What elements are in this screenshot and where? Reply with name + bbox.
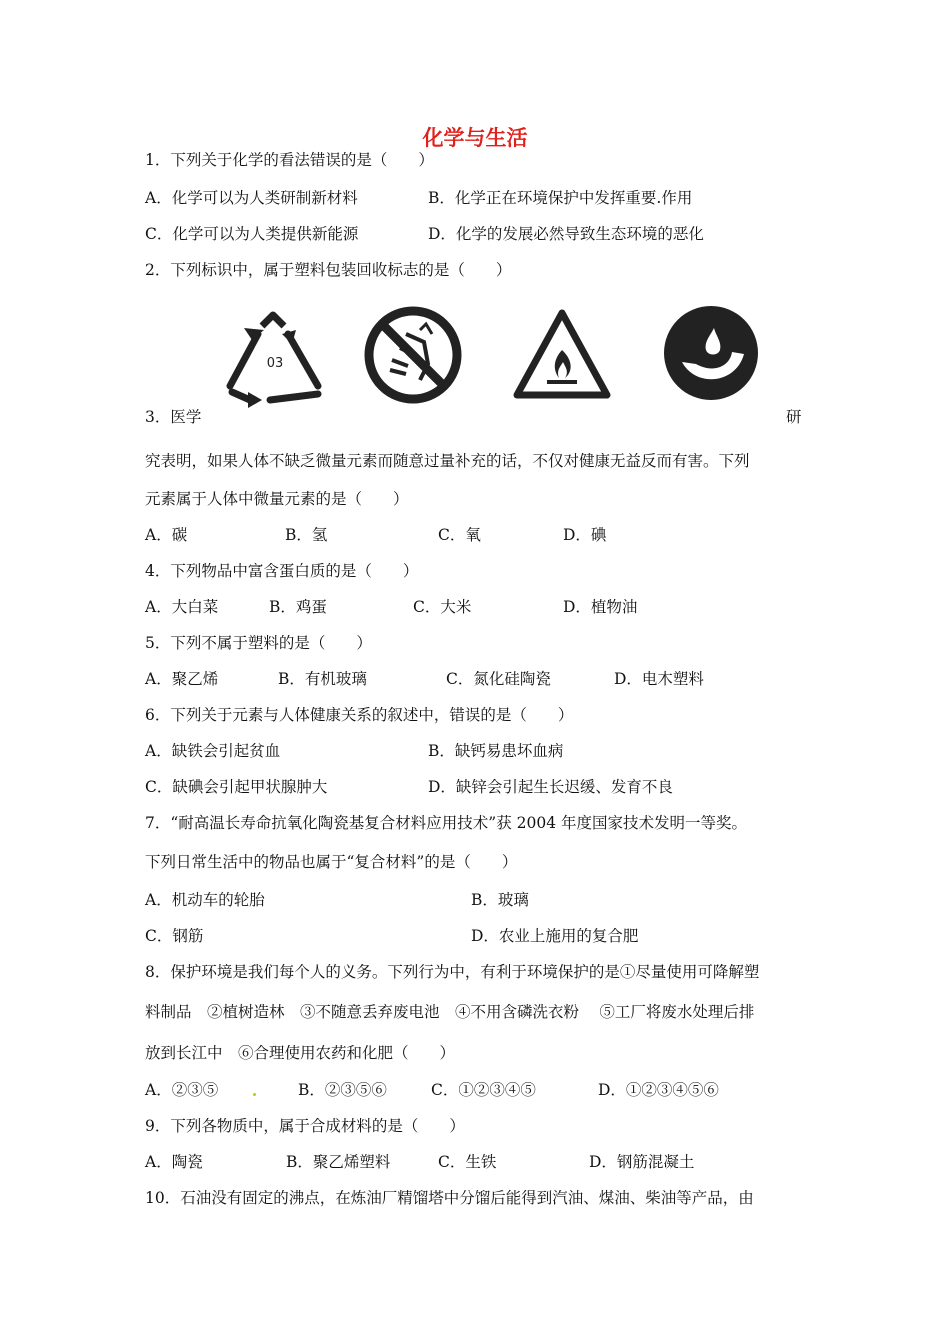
question-9-option-b: B．聚乙烯塑料 bbox=[286, 1153, 391, 1171]
question-7-option-d: D．农业上施用的复合肥 bbox=[471, 927, 639, 945]
question-4-option-a: A．大白菜 bbox=[145, 598, 219, 616]
question-6-option-d: D．缺锌会引起生长迟缓、发育不良 bbox=[428, 778, 673, 796]
question-1-option-c: C．化学可以为人类提供新能源 bbox=[145, 225, 359, 243]
question-8-option-c: C．①②③④⑤ bbox=[431, 1081, 536, 1099]
question-7-line-1: 7．“耐高温长寿命抗氧化陶瓷基复合材料应用技术”获 2004 年度国家技术发明一等奖。 bbox=[145, 814, 748, 832]
question-3-line-2: 究表明，如果人体不缺乏微量元素而随意过量补充的话，不仅对健康无益反而有害。下列 bbox=[145, 452, 750, 470]
question-3-option-d: D．碘 bbox=[563, 526, 607, 544]
question-8-line-3: 放到长江中 ⑥合理使用农药和化肥（ ） bbox=[145, 1044, 456, 1062]
question-2-stem: 2．下列标识中，属于塑料包装回收标志的是（ ） bbox=[145, 261, 512, 279]
question-4-stem: 4．下列物品中富含蛋白质的是（ ） bbox=[145, 562, 419, 580]
question-7-line-2: 下列日常生活中的物品也属于“复合材料”的是（ ） bbox=[145, 853, 518, 871]
question-8-option-a: A．②③⑤ bbox=[145, 1081, 219, 1099]
question-7-option-b: B．玻璃 bbox=[471, 891, 529, 909]
question-8-line-1: 8．保护环境是我们每个人的义务。下列行为中，有利于环境保护的是①尽量使用可降解塑 bbox=[145, 963, 760, 981]
question-8-line-2: 料制品 ②植树造林 ③不随意丢弃废电池 ④不用含磷洗衣粉 ⑤工厂将废水处理后排 bbox=[145, 1003, 755, 1021]
question-6-stem: 6．下列关于元素与人体健康关系的叙述中，错误的是（ ） bbox=[145, 706, 574, 724]
question-9-option-c: C．生铁 bbox=[438, 1153, 497, 1171]
question-1-option-d: D．化学的发展必然导致生态环境的恶化 bbox=[428, 225, 704, 243]
question-1-stem: 1．下列关于化学的看法错误的是（ ） bbox=[145, 151, 434, 169]
question-3-option-c: C．氧 bbox=[438, 526, 481, 544]
question-5-option-d: D．电木塑料 bbox=[614, 670, 704, 688]
flammable-warning-icon bbox=[513, 308, 611, 400]
no-smoking-icon bbox=[362, 304, 464, 406]
question-6-option-c: C．缺碘会引起甲状腺肿大 bbox=[145, 778, 328, 796]
question-4-option-c: C．大米 bbox=[413, 598, 472, 616]
question-5-option-b: B．有机玻璃 bbox=[278, 670, 367, 688]
question-3-option-a: A．碳 bbox=[145, 526, 188, 544]
question-3-line-1-right: 研 bbox=[786, 408, 802, 426]
question-4-option-d: D．植物油 bbox=[563, 598, 638, 616]
question-3-line-3: 元素属于人体中微量元素的是（ ） bbox=[145, 490, 409, 508]
question-5-option-c: C．氮化硅陶瓷 bbox=[446, 670, 551, 688]
question-9-stem: 9．下列各物质中，属于合成材料的是（ ） bbox=[145, 1117, 465, 1135]
question-7-option-c: C．钢筋 bbox=[145, 927, 204, 945]
question-6-option-b: B．缺钙易患坏血病 bbox=[428, 742, 564, 760]
question-1-option-a: A．化学可以为人类研制新材料 bbox=[145, 189, 358, 207]
question-1-option-b: B．化学正在环境保护中发挥重要.作用 bbox=[428, 189, 693, 207]
question-7-option-a: A．机动车的轮胎 bbox=[145, 891, 265, 909]
recycle-03-icon bbox=[222, 310, 328, 408]
water-drop-icon bbox=[662, 304, 760, 402]
recycle-code: 03 bbox=[266, 356, 284, 371]
question-9-option-a: A．陶瓷 bbox=[145, 1153, 203, 1171]
question-3-line-1-left: 3．医学 bbox=[145, 408, 202, 426]
question-9-option-d: D．钢筋混凝土 bbox=[589, 1153, 695, 1171]
page-title: 化学与生活 bbox=[422, 126, 528, 150]
question-10-line-1: 10．石油没有固定的沸点，在炼油厂精馏塔中分馏后能得到汽油、煤油、柴油等产品，由 bbox=[145, 1189, 754, 1207]
question-4-option-b: B．鸡蛋 bbox=[269, 598, 327, 616]
question-6-option-a: A．缺铁会引起贫血 bbox=[145, 742, 281, 760]
question-8-option-d: D．①②③④⑤⑥ bbox=[598, 1081, 719, 1099]
question-3-option-b: B．氢 bbox=[285, 526, 328, 544]
question-5-option-a: A．聚乙烯 bbox=[145, 670, 219, 688]
stray-dot bbox=[253, 1093, 256, 1096]
question-8-option-b: B．②③⑤⑥ bbox=[298, 1081, 387, 1099]
question-5-stem: 5．下列不属于塑料的是（ ） bbox=[145, 634, 372, 652]
